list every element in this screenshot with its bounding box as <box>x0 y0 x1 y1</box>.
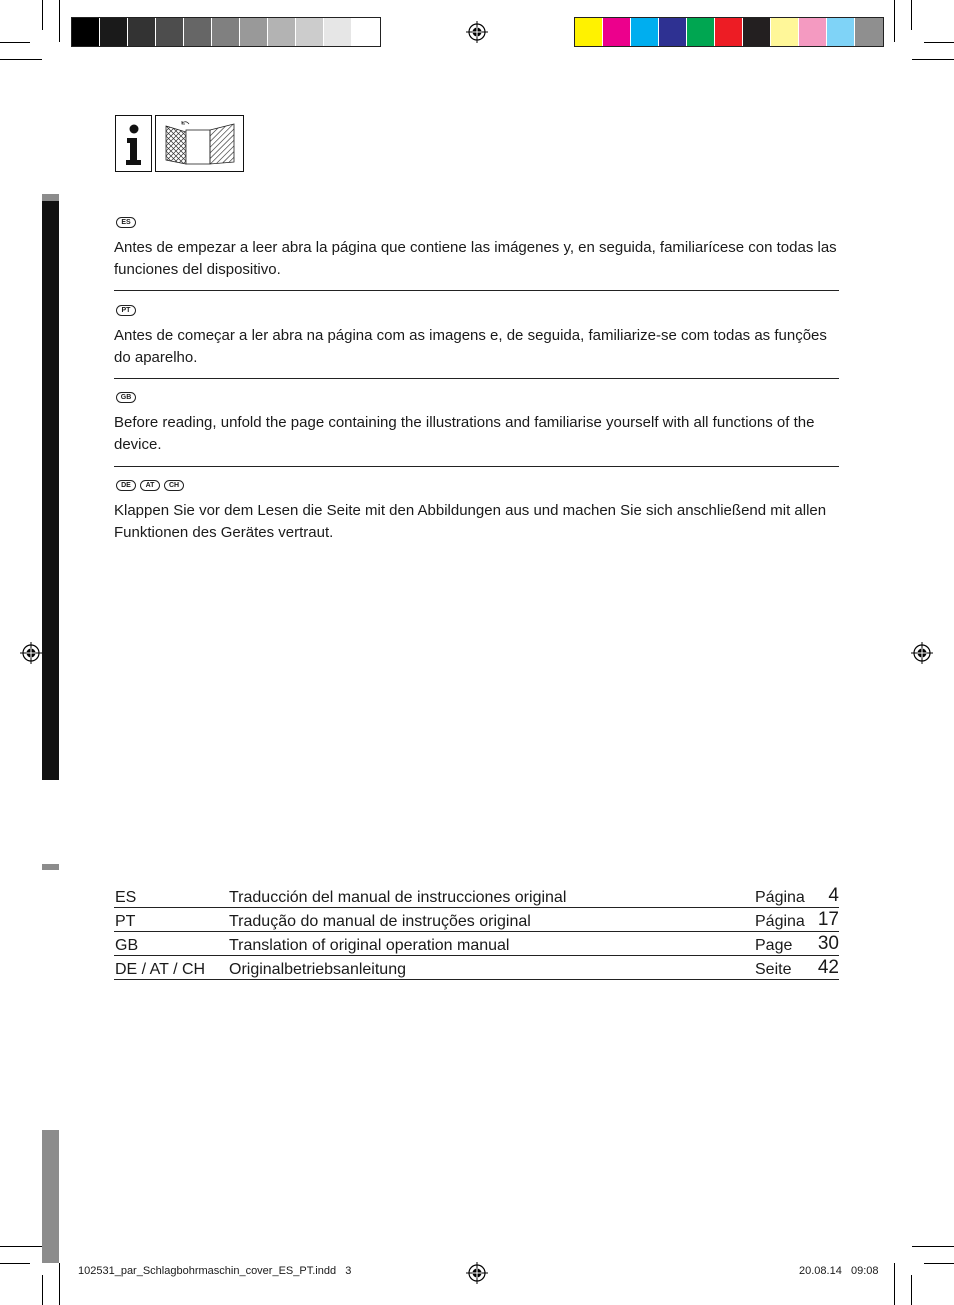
toc-title: Tradução do manual de instruções original <box>229 913 531 930</box>
language-badges <box>116 392 839 406</box>
color-swatch <box>212 18 240 46</box>
crop-mark <box>42 0 43 30</box>
color-swatch <box>715 18 743 46</box>
color-swatch <box>827 18 855 46</box>
crop-mark <box>42 1275 43 1305</box>
color-swatch <box>575 18 603 46</box>
language-badges <box>116 217 839 231</box>
registration-mark-icon <box>911 642 933 664</box>
toc-row[interactable] <box>114 956 839 980</box>
section-text: Klappen Sie vor dem Lesen die Seite mit den Abbildungen aus und machen Sie sich anschließend mit allen Funktionen des Gerätes vertraut. <box>114 502 827 541</box>
color-swatch <box>631 18 659 46</box>
color-swatch <box>184 18 212 46</box>
color-swatch <box>687 18 715 46</box>
color-swatch <box>771 18 799 46</box>
toc-language-code: DE / AT / CH <box>115 961 206 978</box>
crop-mark <box>0 59 42 60</box>
color-swatch <box>352 18 380 46</box>
toc-title: Translation of original operation manual <box>229 937 510 954</box>
side-strip-mark <box>42 864 59 870</box>
color-swatch <box>100 18 128 46</box>
toc-page-number: 30 <box>817 933 839 954</box>
color-swatch <box>128 18 156 46</box>
unfold-page-icon <box>156 116 243 171</box>
toc-language-code: ES <box>115 889 137 906</box>
crop-mark <box>894 0 895 42</box>
crop-mark <box>924 42 954 43</box>
language-badge: DE <box>116 480 136 491</box>
toc-language-code: GB <box>115 937 139 954</box>
registration-mark-icon <box>466 1262 488 1284</box>
color-swatch <box>72 18 100 46</box>
color-swatch <box>743 18 771 46</box>
toc-page-number: 4 <box>828 885 839 906</box>
language-section-gb <box>114 392 839 456</box>
registration-mark-icon <box>466 21 488 43</box>
color-swatch <box>799 18 827 46</box>
toc-row[interactable] <box>114 884 839 908</box>
toc-title: Traducción del manual de instrucciones original <box>229 889 567 906</box>
toc-page-number: 17 <box>817 909 839 930</box>
color-swatch <box>296 18 324 46</box>
info-icon-box <box>115 115 152 172</box>
table-of-contents <box>114 884 839 980</box>
language-section-pt <box>114 305 839 369</box>
crop-mark <box>59 0 60 42</box>
toc-page-label: Page <box>755 937 793 954</box>
side-strip-black <box>42 201 59 780</box>
color-calibration-bar <box>574 17 884 47</box>
crop-mark <box>911 0 912 30</box>
section-divider <box>114 466 839 467</box>
color-swatch <box>659 18 687 46</box>
toc-language-code: PT <box>115 913 136 930</box>
toc-page-label: Página <box>755 889 805 906</box>
footer-timestamp: 20.08.14 09:08 <box>799 1265 879 1277</box>
section-divider <box>114 290 839 291</box>
toc-row[interactable] <box>114 932 839 956</box>
footer-file-name: 102531_par_Schlagbohrmaschin_cover_ES_PT.indd 3 <box>78 1265 352 1277</box>
language-section-es <box>114 217 839 281</box>
crop-mark <box>59 1263 60 1305</box>
language-badge: CH <box>164 480 184 491</box>
crop-mark <box>0 1263 30 1264</box>
language-section-de-at-ch <box>114 480 839 544</box>
color-swatch <box>603 18 631 46</box>
crop-mark <box>912 59 954 60</box>
toc-page-number: 42 <box>817 957 839 978</box>
toc-page-label: Página <box>755 913 805 930</box>
color-swatch <box>268 18 296 46</box>
info-icon <box>116 116 151 171</box>
crop-mark <box>894 1263 895 1305</box>
crop-mark <box>0 1246 42 1247</box>
toc-page-label: Seite <box>755 961 792 978</box>
language-badge: PT <box>116 305 136 316</box>
color-swatch <box>324 18 352 46</box>
color-swatch <box>240 18 268 46</box>
language-badge: ES <box>116 217 136 228</box>
crop-mark <box>924 1263 954 1264</box>
crop-mark <box>911 1275 912 1305</box>
toc-title: Originalbetriebsanleitung <box>229 961 406 978</box>
language-badges <box>116 305 839 319</box>
section-text: Before reading, unfold the page containing the illustrations and familiarise yourself with all functions of the device. <box>114 414 815 453</box>
color-swatch <box>855 18 883 46</box>
language-badge: GB <box>116 392 136 403</box>
color-swatch <box>156 18 184 46</box>
section-text: Antes de empezar a leer abra la página que contiene las imágenes y, en seguida, familiarícese con todas las funciones del dispositivo. <box>114 239 837 278</box>
gray-calibration-bar <box>71 17 381 47</box>
unfold-page-icon-box <box>155 115 244 172</box>
section-text: Antes de começar a ler abra na página com as imagens e, de seguida, familiarize-se com todas as funções do aparelho. <box>114 327 827 366</box>
toc-row[interactable] <box>114 908 839 932</box>
registration-mark-icon <box>20 642 42 664</box>
section-divider <box>114 378 839 379</box>
crop-mark <box>0 42 30 43</box>
language-badges <box>116 480 839 494</box>
language-badge: AT <box>140 480 160 491</box>
side-strip-gray <box>42 1130 59 1263</box>
crop-mark <box>912 1246 954 1247</box>
side-strip-top-cap <box>42 194 59 201</box>
